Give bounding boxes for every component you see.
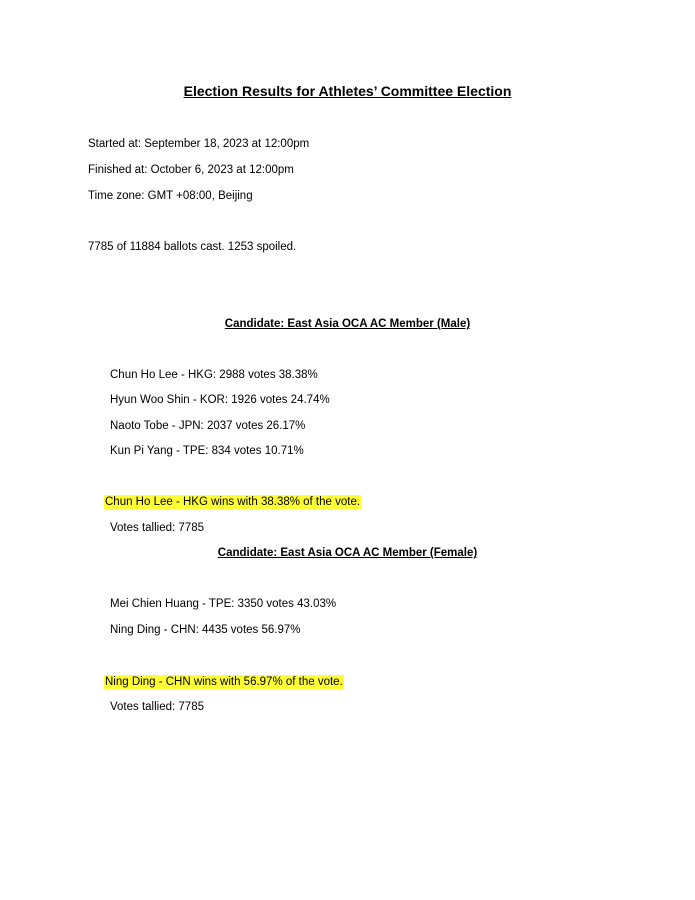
result-line: Kun Pi Yang - TPE: 834 votes 10.71% <box>110 445 304 457</box>
finished-at: Finished at: October 6, 2023 at 12:00pm <box>88 164 294 176</box>
result-line: Hyun Woo Shin - KOR: 1926 votes 24.74% <box>110 394 330 406</box>
votes-tallied-male: Votes tallied: 7785 <box>110 522 204 534</box>
started-at: Started at: September 18, 2023 at 12:00pm <box>88 138 310 150</box>
winner-highlight-male: Chun Ho Lee - HKG wins with 38.38% of the vote. <box>105 496 361 508</box>
result-line: Naoto Tobe - JPN: 2037 votes 26.17% <box>110 420 306 432</box>
page-title: Election Results for Athletes’ Committee Election <box>183 83 512 99</box>
result-line: Chun Ho Lee - HKG: 2988 votes 38.38% <box>110 369 318 381</box>
section-heading-male: Candidate: East Asia OCA AC Member (Male) <box>224 318 471 330</box>
ballots-summary: 7785 of 11884 ballots cast. 1253 spoiled. <box>88 241 297 253</box>
winner-highlight-female: Ning Ding - CHN wins with 56.97% of the vote. <box>105 676 343 688</box>
section-heading-female: Candidate: East Asia OCA AC Member (Female) <box>217 547 478 559</box>
time-zone: Time zone: GMT +08:00, Beijing <box>88 190 253 202</box>
result-line: Ning Ding - CHN: 4435 votes 56.97% <box>110 624 301 636</box>
votes-tallied-female: Votes tallied: 7785 <box>110 701 204 713</box>
result-line: Mei Chien Huang - TPE: 3350 votes 43.03% <box>110 598 337 610</box>
